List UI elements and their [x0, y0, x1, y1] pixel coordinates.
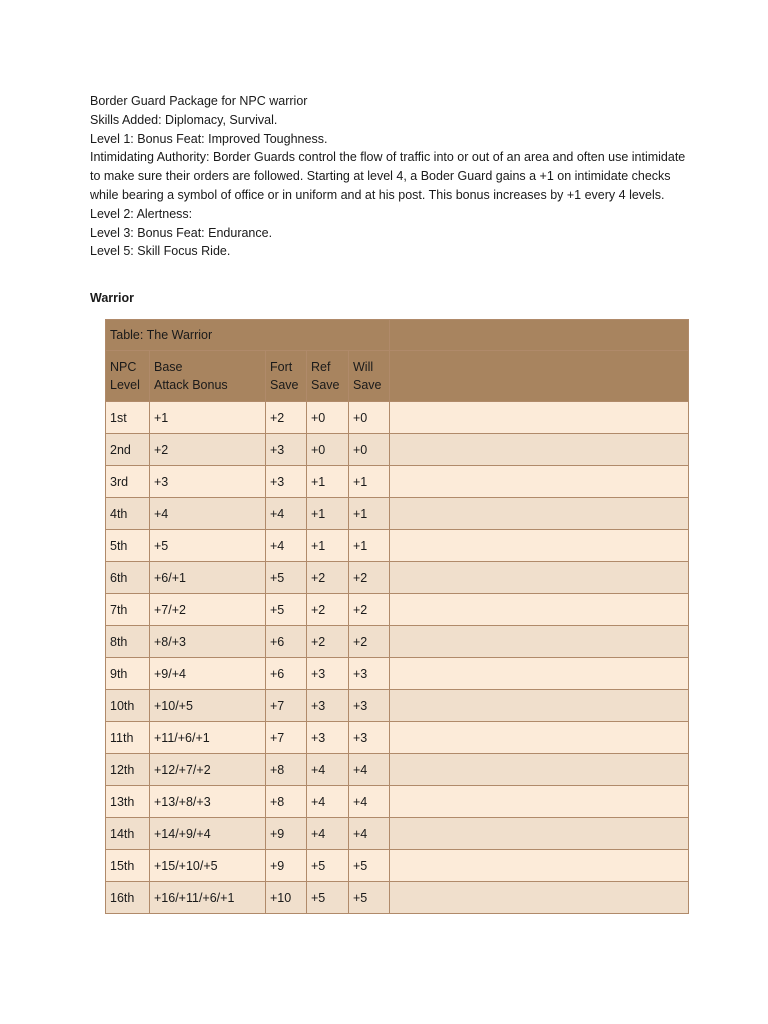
- cell-ref-save: +4: [307, 818, 349, 850]
- table-row: [106, 818, 689, 850]
- header-npc-level-line1: NPC: [110, 360, 137, 374]
- table-row: [106, 658, 689, 690]
- cell-empty: [390, 594, 689, 626]
- cell-will-save: +0: [349, 402, 390, 434]
- cell-base-attack-bonus: +8/+3: [150, 626, 266, 658]
- cell-will-save: +3: [349, 658, 390, 690]
- cell-level: 8th: [106, 626, 150, 658]
- cell-will-save: +0: [349, 434, 390, 466]
- cell-base-attack-bonus: +9/+4: [150, 658, 266, 690]
- cell-fort-save: +4: [266, 498, 307, 530]
- header-fort-save-line1: Fort: [270, 360, 293, 374]
- header-base-attack-bonus: [150, 351, 266, 402]
- cell-empty: [390, 498, 689, 530]
- header-ref-save-line2: Save: [311, 378, 340, 392]
- cell-level: 5th: [106, 530, 150, 562]
- cell-base-attack-bonus: +13/+8/+3: [150, 786, 266, 818]
- cell-base-attack-bonus: +3: [150, 466, 266, 498]
- cell-empty: [390, 850, 689, 882]
- header-npc-level: [106, 351, 150, 402]
- cell-fort-save: +6: [266, 658, 307, 690]
- cell-base-attack-bonus: +12/+7/+2: [150, 754, 266, 786]
- cell-base-attack-bonus: +16/+11/+6/+1: [150, 882, 266, 914]
- cell-ref-save: +5: [307, 850, 349, 882]
- cell-level: 4th: [106, 498, 150, 530]
- cell-will-save: +4: [349, 818, 390, 850]
- header-will-save: [349, 351, 390, 402]
- cell-empty: [390, 722, 689, 754]
- cell-ref-save: +2: [307, 626, 349, 658]
- cell-empty: [390, 466, 689, 498]
- table-body: [106, 402, 689, 914]
- cell-empty: [390, 434, 689, 466]
- table-row: [106, 850, 689, 882]
- cell-ref-save: +5: [307, 882, 349, 914]
- cell-will-save: +1: [349, 530, 390, 562]
- cell-will-save: +4: [349, 786, 390, 818]
- table-row: [106, 722, 689, 754]
- section-title-warrior: Warrior: [90, 291, 134, 305]
- cell-level: 15th: [106, 850, 150, 882]
- table-header-row: [106, 351, 689, 402]
- cell-empty: [390, 754, 689, 786]
- header-base-attack-bonus-line1: Base: [154, 360, 183, 374]
- header-will-save-line2: Save: [353, 378, 382, 392]
- table-row: [106, 882, 689, 914]
- cell-fort-save: +3: [266, 434, 307, 466]
- header-ref-save: [307, 351, 349, 402]
- document-page: [90, 92, 690, 905]
- cell-level: 2nd: [106, 434, 150, 466]
- cell-level: 14th: [106, 818, 150, 850]
- cell-base-attack-bonus: +15/+10/+5: [150, 850, 266, 882]
- cell-will-save: +1: [349, 466, 390, 498]
- cell-ref-save: +3: [307, 690, 349, 722]
- cell-base-attack-bonus: +14/+9/+4: [150, 818, 266, 850]
- cell-ref-save: +4: [307, 754, 349, 786]
- header-will-save-line1: Will: [353, 360, 374, 374]
- cell-fort-save: +5: [266, 562, 307, 594]
- table-title-empty-cell: [390, 320, 689, 351]
- cell-empty: [390, 562, 689, 594]
- cell-level: 12th: [106, 754, 150, 786]
- cell-will-save: +4: [349, 754, 390, 786]
- cell-level: 9th: [106, 658, 150, 690]
- cell-empty: [390, 690, 689, 722]
- cell-fort-save: +9: [266, 818, 307, 850]
- header-fort-save-line2: Save: [270, 378, 299, 392]
- table-row: [106, 754, 689, 786]
- cell-fort-save: +4: [266, 530, 307, 562]
- cell-level: 16th: [106, 882, 150, 914]
- header-empty-cell: [390, 351, 689, 402]
- paragraph-level-1: Level 1: Bonus Feat: Improved Toughness.: [90, 131, 328, 146]
- cell-fort-save: +7: [266, 722, 307, 754]
- cell-empty: [390, 818, 689, 850]
- cell-fort-save: +8: [266, 786, 307, 818]
- cell-fort-save: +8: [266, 754, 307, 786]
- paragraph-level-3: Level 3: Bonus Feat: Endurance.: [90, 225, 273, 240]
- cell-empty: [390, 658, 689, 690]
- cell-base-attack-bonus: +7/+2: [150, 594, 266, 626]
- header-fort-save: [266, 351, 307, 402]
- cell-ref-save: +2: [307, 562, 349, 594]
- cell-level: 7th: [106, 594, 150, 626]
- table-title: Table: The Warrior: [106, 320, 390, 351]
- table-row: [106, 434, 689, 466]
- cell-level: 11th: [106, 722, 150, 754]
- cell-fort-save: +6: [266, 626, 307, 658]
- cell-ref-save: +3: [307, 722, 349, 754]
- paragraph-intimidating-authority: Intimidating Authority: Border Guards control the flow of traffic into or out of an area and often use intimidate to make sure their orders are followed. Starting at level 4, a Boder Guard gains a +1 on intimidate checks while bearing a symbol of office or in uniform and at his post. This bonus increases by +1 every 4 levels.: [90, 150, 686, 202]
- paragraph-title: Border Guard Package for NPC warrior: [90, 94, 308, 108]
- table-row: [106, 594, 689, 626]
- cell-fort-save: +3: [266, 466, 307, 498]
- table-row: [106, 530, 689, 562]
- cell-base-attack-bonus: +2: [150, 434, 266, 466]
- cell-base-attack-bonus: +1: [150, 402, 266, 434]
- cell-base-attack-bonus: +11/+6/+1: [150, 722, 266, 754]
- table-row: [106, 786, 689, 818]
- cell-base-attack-bonus: +10/+5: [150, 690, 266, 722]
- cell-base-attack-bonus: +6/+1: [150, 562, 266, 594]
- cell-level: 10th: [106, 690, 150, 722]
- cell-ref-save: +1: [307, 530, 349, 562]
- cell-will-save: +5: [349, 882, 390, 914]
- cell-ref-save: +4: [307, 786, 349, 818]
- cell-fort-save: +2: [266, 402, 307, 434]
- table-row: [106, 498, 689, 530]
- cell-ref-save: +2: [307, 594, 349, 626]
- cell-base-attack-bonus: +4: [150, 498, 266, 530]
- table-title-row: [106, 320, 689, 351]
- cell-ref-save: +0: [307, 402, 349, 434]
- cell-ref-save: +1: [307, 498, 349, 530]
- cell-level: 6th: [106, 562, 150, 594]
- cell-empty: [390, 786, 689, 818]
- cell-ref-save: +1: [307, 466, 349, 498]
- cell-fort-save: +9: [266, 850, 307, 882]
- cell-will-save: +3: [349, 690, 390, 722]
- cell-fort-save: +10: [266, 882, 307, 914]
- cell-level: 1st: [106, 402, 150, 434]
- cell-will-save: +2: [349, 594, 390, 626]
- cell-fort-save: +5: [266, 594, 307, 626]
- paragraph-level-5: Level 5: Skill Focus Ride.: [90, 244, 231, 259]
- cell-level: 13th: [106, 786, 150, 818]
- table-row: [106, 402, 689, 434]
- cell-base-attack-bonus: +5: [150, 530, 266, 562]
- paragraph-skills: Skills Added: Diplomacy, Survival.: [90, 112, 278, 127]
- header-npc-level-line2: Level: [110, 378, 140, 392]
- cell-ref-save: +3: [307, 658, 349, 690]
- header-base-attack-bonus-line2: Attack Bonus: [154, 378, 228, 392]
- table-row: [106, 466, 689, 498]
- cell-will-save: +2: [349, 626, 390, 658]
- warrior-table: [105, 319, 689, 914]
- table-row: [106, 562, 689, 594]
- cell-will-save: +3: [349, 722, 390, 754]
- cell-fort-save: +7: [266, 690, 307, 722]
- table-row: [106, 626, 689, 658]
- cell-empty: [390, 626, 689, 658]
- cell-will-save: +1: [349, 498, 390, 530]
- cell-will-save: +2: [349, 562, 390, 594]
- table-row: [106, 690, 689, 722]
- cell-empty: [390, 882, 689, 914]
- cell-level: 3rd: [106, 466, 150, 498]
- cell-empty: [390, 530, 689, 562]
- cell-will-save: +5: [349, 850, 390, 882]
- cell-empty: [390, 402, 689, 434]
- cell-ref-save: +0: [307, 434, 349, 466]
- paragraph-level-2: Level 2: Alertness:: [90, 206, 193, 221]
- header-ref-save-line1: Ref: [311, 360, 331, 374]
